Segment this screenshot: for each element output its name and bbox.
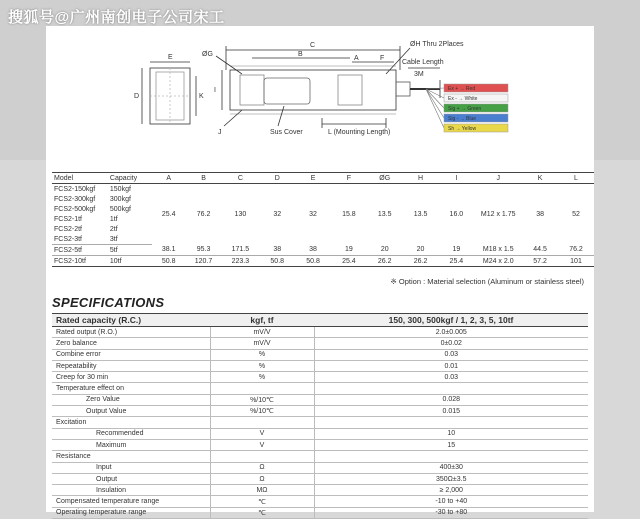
dim-value: 50.8: [259, 256, 295, 267]
spec-label: Operating temperature range: [52, 507, 210, 518]
table-row: [52, 394, 588, 405]
dim-f-label: F: [380, 55, 385, 62]
spec-label: Resistance: [52, 451, 210, 462]
table-row: [52, 372, 588, 383]
model-cell: FCS2-2tf: [54, 225, 83, 233]
spec-unit: MΩ: [210, 485, 314, 496]
table-row: [52, 184, 594, 195]
dim-value: 171.5: [221, 245, 259, 256]
dim-e-label: E: [168, 54, 173, 61]
dim-value: 120.7: [186, 256, 222, 267]
table-row: [52, 349, 588, 360]
wire-line: [426, 89, 444, 128]
dim-i-label: I: [214, 87, 216, 94]
dim-l-value: 52: [572, 210, 580, 218]
capacity-cell: 150kgf: [109, 185, 131, 193]
capacity-cell: 5tf: [108, 245, 152, 256]
dim-h-label: ØH Thru 2Places: [410, 41, 464, 48]
spec-table-body: [52, 327, 588, 519]
spec-value: -10 to +40: [314, 496, 588, 507]
dim-value: M24 x 2.0: [474, 256, 522, 267]
dim-header-e: E: [295, 173, 331, 184]
dim-value: 19: [331, 245, 367, 256]
dim-header-i: I: [438, 173, 474, 184]
spec-label: Repeatability: [52, 360, 210, 371]
spec-header-unit: kgf, tf: [210, 314, 314, 327]
specifications-table: [52, 313, 588, 519]
wire-label: Sig + → Green: [448, 106, 482, 112]
dim-k-label: K: [199, 93, 204, 100]
dim-j-value: M12 x 1.75: [480, 210, 516, 218]
spec-header-row: [52, 314, 588, 327]
spec-label: Output: [52, 473, 210, 484]
spec-unit: [210, 451, 314, 462]
spec-value: [314, 417, 588, 428]
spec-label: Rated output (R.O.): [52, 327, 210, 338]
spec-unit: %: [210, 349, 314, 360]
spec-value: 0±0.02: [314, 338, 588, 349]
table-row: [52, 327, 588, 338]
capacity-cell: 500kgf: [109, 205, 131, 213]
dim-b-value: 76.2: [196, 210, 211, 218]
spec-unit: mV/V: [210, 327, 314, 338]
dim-header-l: L: [558, 173, 594, 184]
dim-g-label: ØG: [202, 51, 213, 58]
dim-header-g: ØG: [367, 173, 403, 184]
spec-unit: Ω: [210, 473, 314, 484]
spec-value: 10: [314, 428, 588, 439]
capacity-cell: 10tf: [108, 256, 152, 267]
dim-j-label: J: [218, 129, 222, 136]
spec-value: 0.03: [314, 349, 588, 360]
dim-e-value: 32: [309, 210, 317, 218]
spec-value: 0.015: [314, 406, 588, 417]
dim-header-h: H: [403, 173, 439, 184]
table-row: [52, 485, 588, 496]
dim-value: 25.4: [331, 256, 367, 267]
dim-value: 20: [367, 245, 403, 256]
spec-label: Output Value: [52, 406, 210, 417]
spec-value: 350Ω±3.5: [314, 473, 588, 484]
cable-length-label: Cable Length: [402, 59, 444, 66]
model-cell: FCS2-5tf: [52, 245, 108, 256]
spec-label: Compensated temperature range: [52, 496, 210, 507]
dim-b-label: B: [298, 51, 303, 58]
spec-label: Maximum: [52, 439, 210, 450]
dim-h-value: 13.5: [413, 210, 428, 218]
cable-length-value: 3M: [414, 71, 424, 78]
spec-value: [314, 383, 588, 394]
spec-unit: ℃: [210, 507, 314, 518]
spec-value: 2.0±0.005: [314, 327, 588, 338]
dimension-header-row: [52, 173, 594, 184]
model-cell: FCS2-500kgf: [54, 205, 96, 213]
dim-value: 101: [558, 256, 594, 267]
model-cell: FCS2-10tf: [52, 256, 108, 267]
dim-value: 50.8: [295, 256, 331, 267]
dim-value: 38: [295, 245, 331, 256]
dim-value: 25.4: [438, 256, 474, 267]
dim-header-j: J: [474, 173, 522, 184]
spec-value: 0.03: [314, 372, 588, 383]
spec-value: [314, 451, 588, 462]
dim-a-value: 25.4: [161, 210, 176, 218]
dim-value: 44.5: [522, 245, 558, 256]
dim-header-k: K: [522, 173, 558, 184]
dim-value: 26.2: [367, 256, 403, 267]
spec-label: Combine error: [52, 349, 210, 360]
spec-header-values: 150, 300, 500kgf / 1, 2, 3, 5, 10tf: [314, 314, 588, 327]
watermark-text: 搜狐号@广州南创电子公司宋工: [8, 9, 225, 26]
spec-unit: %: [210, 360, 314, 371]
dim-header-model: Model: [52, 173, 108, 184]
load-cell-drawing: [46, 26, 594, 154]
dim-value: M18 x 1.5: [474, 245, 522, 256]
spec-label: Zero Value: [52, 394, 210, 405]
table-row: [52, 383, 588, 394]
spec-label: Recommended: [52, 428, 210, 439]
spec-value: 400±30: [314, 462, 588, 473]
dim-a-label: A: [354, 55, 359, 62]
spec-label: Input: [52, 462, 210, 473]
model-cell: FCS2-300kgf: [54, 195, 96, 203]
dim-k-value: 38: [536, 210, 544, 218]
datasheet: [46, 26, 594, 517]
spec-value: -30 to +80: [314, 507, 588, 518]
model-cell: FCS2-150kgf: [54, 185, 96, 193]
dim-value: 38: [259, 245, 295, 256]
capacity-cell: 2tf: [109, 225, 118, 233]
spec-label: Insulation: [52, 485, 210, 496]
dim-header-f: F: [331, 173, 367, 184]
dim-c-label: C: [310, 42, 316, 49]
spec-unit: Ω: [210, 462, 314, 473]
table-row: [52, 417, 588, 428]
spec-header-rated: Rated capacity (R.C.): [52, 314, 210, 327]
dim-header-b: B: [186, 173, 222, 184]
spec-value: 0.028: [314, 394, 588, 405]
wire-label: Ex + → Red: [448, 86, 476, 92]
dim-d-value: 32: [273, 210, 282, 218]
spec-label: Zero balance: [52, 338, 210, 349]
capacity-cell: 3tf: [108, 234, 152, 245]
spec-value: 0.01: [314, 360, 588, 371]
spec-unit: V: [210, 428, 314, 439]
dim-value: 38.1: [152, 245, 186, 256]
model-cell: FCS2-1tf: [54, 215, 83, 223]
dim-value: 50.8: [152, 256, 186, 267]
spec-label: Temperature effect on: [52, 383, 210, 394]
model-cell: FCS2-3tf: [52, 234, 108, 245]
dimension-table: [52, 172, 594, 267]
dim-c-value: 130: [234, 210, 247, 218]
material-option-note: ※ Option : Material selection (Aluminum or stainless steel): [390, 277, 584, 286]
wire-label: Ex - → White: [448, 96, 478, 102]
dim-value: 26.2: [403, 256, 439, 267]
spec-unit: [210, 383, 314, 394]
dim-value: 19: [438, 245, 474, 256]
wire-label: Sig - → Blue: [448, 116, 477, 122]
dim-header-c: C: [221, 173, 259, 184]
dim-header-d: D: [259, 173, 295, 184]
mounting-length-label: L (Mounting Length): [328, 129, 391, 136]
spec-unit: %: [210, 372, 314, 383]
dim-value: 223.3: [221, 256, 259, 267]
spec-unit: V: [210, 439, 314, 450]
table-row: [52, 428, 588, 439]
table-row: [52, 245, 594, 256]
table-row: [52, 473, 588, 484]
spec-unit: %/10℃: [210, 394, 314, 405]
dim-header-capacity: Capacity: [108, 173, 152, 184]
dim-value: 20: [403, 245, 439, 256]
technical-drawing: [46, 26, 594, 154]
table-row: [52, 462, 588, 473]
table-row: [52, 256, 594, 267]
sus-cover-label: Sus Cover: [270, 129, 303, 136]
spec-label: Excitation: [52, 417, 210, 428]
specifications-title: SPECIFICATIONS: [52, 295, 165, 310]
dim-header-a: A: [152, 173, 186, 184]
spec-unit: [210, 417, 314, 428]
dim-value: 57.2: [522, 256, 558, 267]
spec-value: ≥ 2,000: [314, 485, 588, 496]
dim-g-value: 13.5: [377, 210, 392, 218]
dim-value: 95.3: [186, 245, 222, 256]
table-row: [52, 507, 588, 518]
wire-line: [426, 89, 444, 108]
spec-unit: ℃: [210, 496, 314, 507]
table-row: [52, 496, 588, 507]
table-row: [52, 338, 588, 349]
table-row: [52, 451, 588, 462]
table-row: [52, 360, 588, 371]
capacity-cell: 1tf: [109, 215, 118, 223]
wire-label: Sh → Yellow: [448, 126, 477, 132]
spec-unit: %/10℃: [210, 406, 314, 417]
spec-label: Creep for 30 min: [52, 372, 210, 383]
dim-i-value: 16.0: [449, 210, 464, 218]
capacity-cell: 300kgf: [109, 195, 131, 203]
dim-d-label: D: [134, 93, 140, 100]
table-row: [52, 406, 588, 417]
table-row: [52, 439, 588, 450]
dim-f-value: 15.8: [342, 210, 356, 218]
wire-color-legend: [426, 84, 508, 132]
spec-value: 15: [314, 439, 588, 450]
spec-unit: mV/V: [210, 338, 314, 349]
dim-value: 76.2: [558, 245, 594, 256]
